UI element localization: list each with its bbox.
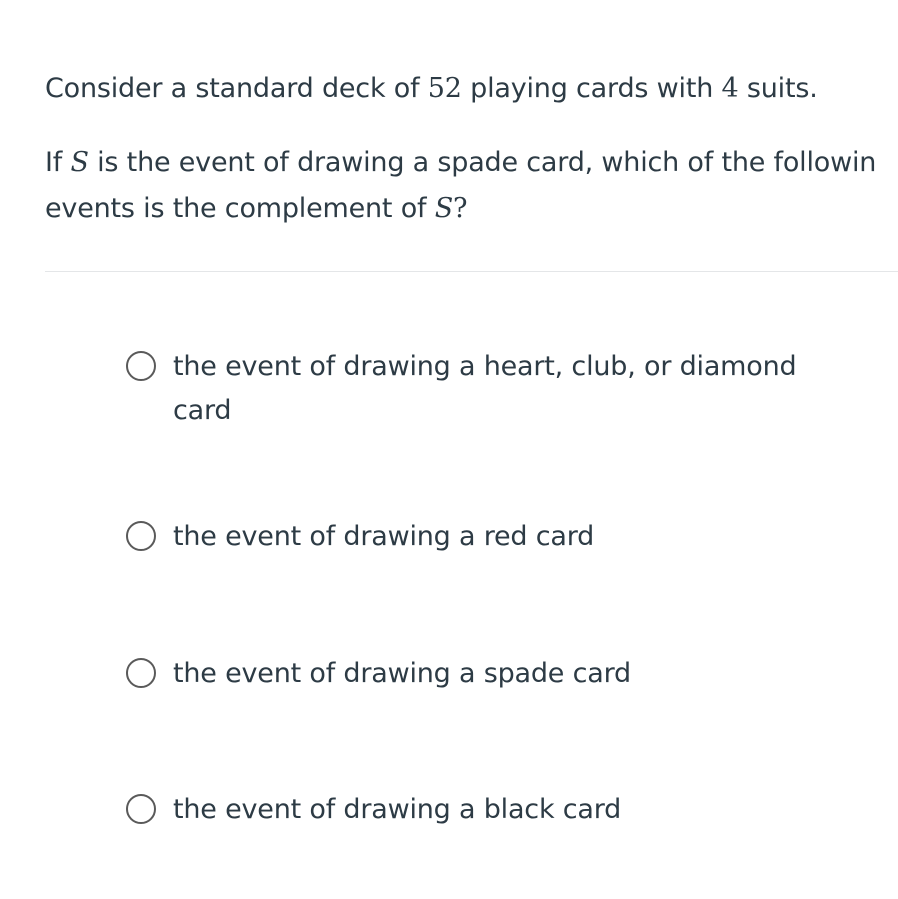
event-symbol: S [434, 193, 454, 224]
answer-option-4[interactable] [126, 788, 833, 832]
answer-option-2[interactable] [126, 515, 833, 559]
answer-option-3[interactable] [126, 652, 833, 696]
answer-label: the event of drawing a red card [173, 521, 595, 552]
question-prompt: If S is the event of drawing a spade card, which of the followin events is the complement of S? [45, 147, 877, 224]
question-intro: Consider a standard deck of 52 playing cards with 4 suits. [45, 73, 818, 104]
answer-label: the event of drawing a black card [173, 794, 622, 825]
radio-button-icon[interactable] [126, 658, 156, 688]
event-symbol: S [70, 147, 89, 178]
radio-button-icon[interactable] [126, 521, 156, 551]
question-text [45, 66, 898, 232]
deck-size-number: 52 [427, 73, 462, 104]
answer-option-1[interactable] [126, 345, 833, 433]
radio-button-icon[interactable] [126, 794, 156, 824]
divider [45, 271, 898, 272]
suit-count-number: 4 [721, 73, 739, 104]
answer-label: the event of drawing a spade card [173, 658, 631, 689]
radio-button-icon[interactable] [126, 351, 156, 381]
answer-label: the event of drawing a heart, club, or diamond card [173, 351, 797, 426]
